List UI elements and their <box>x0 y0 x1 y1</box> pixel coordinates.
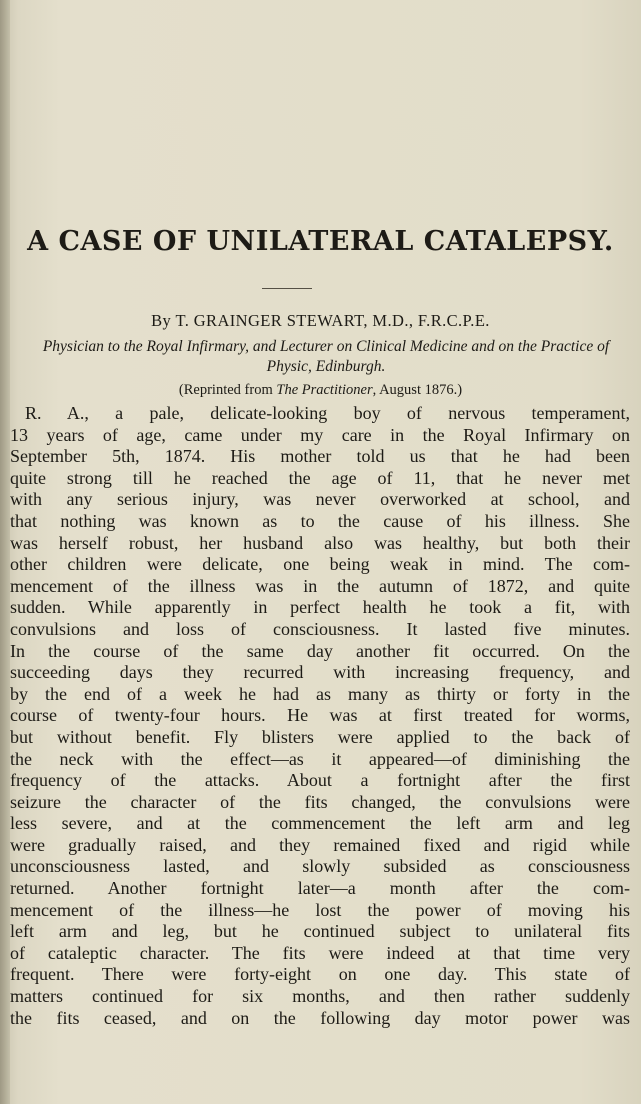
body-line: quite strong till he reached the age of 11, that he never met <box>10 467 630 488</box>
body-line: other children were delicate, one being weak in mind. The com- <box>10 554 630 575</box>
article-title: A CASE OF UNILATERAL CATALEPSY. <box>27 226 614 257</box>
body-line: was herself robust, her husband also was healthy, but both their <box>10 532 630 553</box>
article-body <box>10 403 630 1029</box>
body-line: convulsions and loss of consciousness. It lasted five minutes. <box>10 618 630 639</box>
body-line: frequent. There were forty-eight on one day. This state of <box>10 964 630 985</box>
body-line: R. A., a pale, delicate-looking boy of nervous temperament, <box>25 403 630 423</box>
body-line: frequency of the attacks. About a fortnight after the first <box>10 770 630 791</box>
body-line: but without benefit. Fly blisters were applied to the back of <box>10 726 630 747</box>
body-line: 13 years of age, came under my care in the Royal Infirmary on <box>10 424 630 445</box>
body-line: the fits ceased, and on the following day motor power was <box>10 1007 630 1028</box>
body-line: September 5th, 1874. His mother told us that he had been <box>10 446 630 467</box>
body-line: succeeding days they recurred with increasing frequency, and <box>10 662 630 683</box>
journal-name: The Practitioner <box>276 382 373 398</box>
body-line: mencement of the illness—he lost the power of moving his <box>10 899 630 920</box>
body-line: that nothing was known as to the cause of his illness. She <box>10 510 630 531</box>
body-line: returned. Another fortnight later—a month after the com- <box>10 878 630 899</box>
page-gutter-shadow <box>0 0 10 1104</box>
author-byline: By T. GRAINGER STEWART, M.D., F.R.C.P.E. <box>151 311 490 330</box>
author-affiliation: Physician to the Royal Infirmary, and Lecturer on Clinical Medicine and on the Practice of Physic, Edinburgh. <box>42 338 610 375</box>
body-line: In the course of the same day another fit occurred. On the <box>10 640 630 661</box>
body-line: sudden. While apparently in perfect health he took a fit, with <box>10 597 630 618</box>
body-line: were gradually raised, and they remained fixed and rigid while <box>10 834 630 855</box>
body-line: unconsciousness lasted, and slowly subsided as consciousness <box>10 856 630 877</box>
body-line: left arm and leg, but he continued subject to unilateral fits <box>10 921 630 942</box>
body-line: mencement of the illness was in the autumn of 1872, and quite <box>10 575 630 596</box>
body-line: less severe, and at the commencement the left arm and leg <box>10 813 630 834</box>
body-line: of cataleptic character. The fits were indeed at that time very <box>10 942 630 963</box>
title-divider <box>262 288 312 289</box>
body-line: course of twenty-four hours. He was at first treated for worms, <box>10 705 630 726</box>
reprint-note: (Reprinted from The Practitioner, August 1876.) <box>178 382 463 398</box>
body-line: matters continued for six months, and then rather suddenly <box>10 986 630 1007</box>
body-line: the neck with the effect—as it appeared—of diminishing the <box>10 748 630 769</box>
body-line: seizure the character of the fits changed, the convulsions were <box>10 791 630 812</box>
body-line: by the end of a week he had as many as thirty or forty in the <box>10 683 630 704</box>
body-line: with any serious injury, was never overworked at school, and <box>10 489 630 510</box>
